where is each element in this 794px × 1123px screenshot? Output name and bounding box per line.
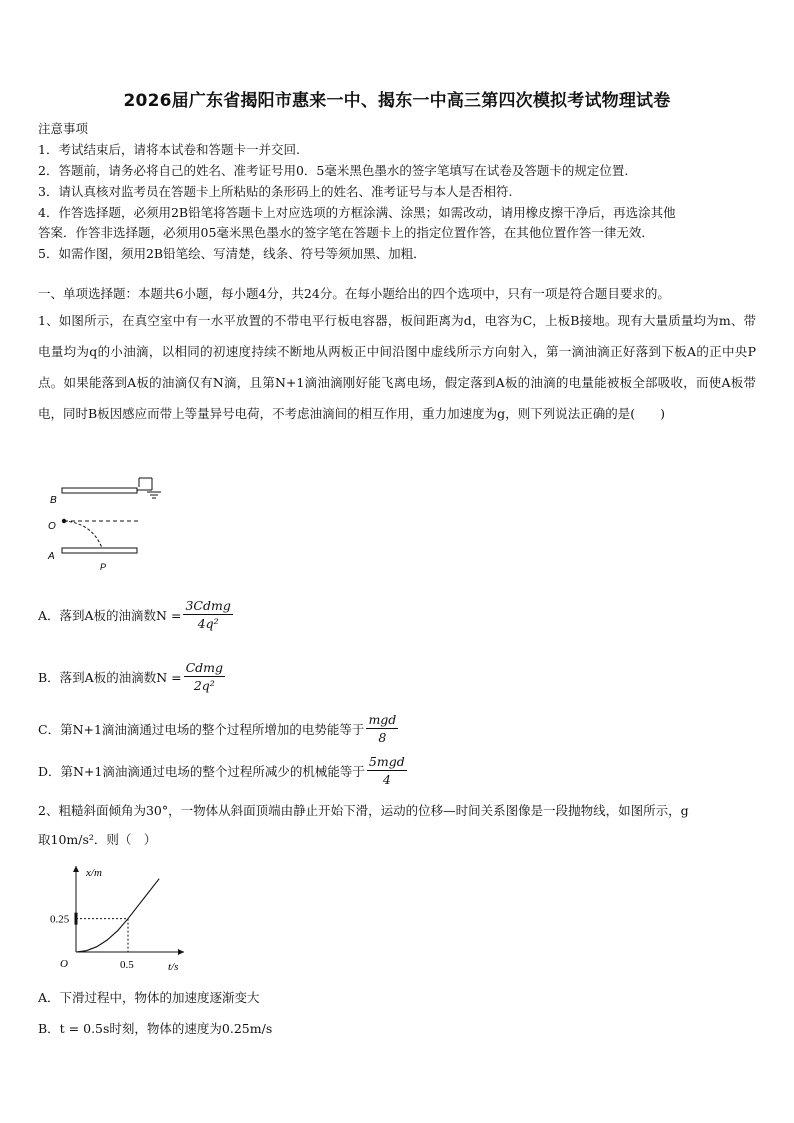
- label-p: P: [100, 562, 107, 572]
- option-b-text: B．落到A板的油滴数N =: [38, 669, 182, 685]
- x-axis-arrow-icon: [178, 949, 184, 955]
- xt-chart: [50, 862, 190, 977]
- y-axis-label: x/m: [86, 867, 102, 879]
- question-2-stem: 2、粗糙斜面倾角为30°，一物体从斜面顶端由静止开始下滑，运动的位移—时间关系图像是一段抛物线，如图所示，g: [38, 803, 689, 818]
- notice-item: 4．作答选择题，必须用2B铅笔将答题卡上对应选项的方框涂满、涂黑；如需改动，请用橡皮擦干净后，再选涂其他: [38, 205, 676, 220]
- notice-item: 2．答题前，请务必将自己的姓名、准考证号用0．5毫米黑色墨水的签字笔填写在试卷及答题卡的规定位置.: [38, 163, 629, 178]
- plate-a: [62, 548, 137, 553]
- x-axis-label: t/s: [168, 961, 179, 973]
- denominator: 2q²: [193, 678, 215, 693]
- section-heading: 一、单项选择题：本题共6小题，每小题4分，共24分。在每小题给出的四个选项中，只有一项是符合题目要求的。: [38, 286, 670, 301]
- option-a: A．下滑过程中，物体的加速度逐渐变大: [38, 990, 260, 1005]
- question-2-stem-cont: 取10m/s²．则（ ）: [38, 832, 157, 847]
- fraction: [183, 598, 232, 631]
- numerator: 5mgd: [368, 754, 405, 769]
- label-o: O: [48, 521, 56, 532]
- capacitor-figure: [44, 470, 174, 575]
- origin-label: O: [60, 958, 68, 970]
- denominator: 4: [382, 772, 391, 787]
- x-tick-label: 0.5: [120, 959, 134, 971]
- denominator: 8: [378, 730, 387, 745]
- fraction: [184, 660, 225, 693]
- option-a-text: A．落到A板的油滴数N =: [38, 607, 182, 623]
- numerator: mgd: [368, 712, 397, 727]
- option-c-text: C．第N+1滴油滴通过电场的整个过程所增加的电势能等于: [38, 721, 365, 737]
- fraction: [367, 754, 407, 787]
- drop-trajectory: [64, 521, 102, 548]
- option-d: [38, 754, 409, 787]
- notice-heading: 注意事项: [38, 121, 89, 136]
- label-b: B: [50, 495, 57, 506]
- notice-item: 5．如需作图，须用2B铅笔绘、写清楚，线条、符号等须加黑、加粗．: [38, 246, 426, 261]
- notice-item: 1．考试结束后，请将本试卷和答题卡一并交回.: [38, 142, 300, 157]
- page-title: 2026届广东省揭阳市惠来一中、揭东一中高三第四次模拟考试物理试卷: [123, 91, 671, 111]
- option-c: [38, 712, 400, 745]
- option-b: B．t = 0.5s时刻，物体的速度为0.25m/s: [38, 1021, 273, 1036]
- option-b: [38, 660, 227, 693]
- label-a: A: [48, 551, 55, 562]
- fraction: [366, 712, 398, 745]
- numerator: Cdmg: [185, 660, 224, 675]
- option-a: [38, 598, 235, 631]
- y-axis-arrow-icon: [73, 866, 79, 872]
- y-tick-label: 0.25: [50, 913, 70, 926]
- plate-b: [62, 488, 137, 493]
- numerator: 3Cdmg: [185, 598, 231, 613]
- notice-item: 3．请认真核对监考员在答题卡上所粘贴的条形码上的姓名、准考证号与本人是否相符.: [38, 184, 513, 199]
- notice-item: 答案．作答非选择题，必须用05毫米黑色墨水的签字笔在答题卡上的指定位置作答，在其他位置作答一律无效．: [38, 225, 654, 240]
- series-line: [76, 879, 159, 952]
- question-1-stem: 1、如图所示，在真空室中有一水平放置的不带电平行板电容器，板间距离为d，电容为C，上板B接地。现有大量质量均为m、带电量均为q的小油滴，以相同的初速度持续不断地从两板正中间沿图中虚线所示方向射入，第一滴油滴正好落到下板A的正中央P点。如果能落到A板的油滴仅有N滴，且第N+1滴油滴刚好能飞离电场，假定落到A板的油滴的电量能被板全部吸收，而使A板带电，同时B板因感应而带上等量异号电荷，不考虑油滴间的相互作用，重力加速度为g，则下列说法正确的是( ): [38, 313, 756, 421]
- denominator: 4q²: [197, 616, 219, 631]
- option-d-text: D．第N+1滴油滴通过电场的整个过程所减少的机械能等于: [38, 763, 365, 779]
